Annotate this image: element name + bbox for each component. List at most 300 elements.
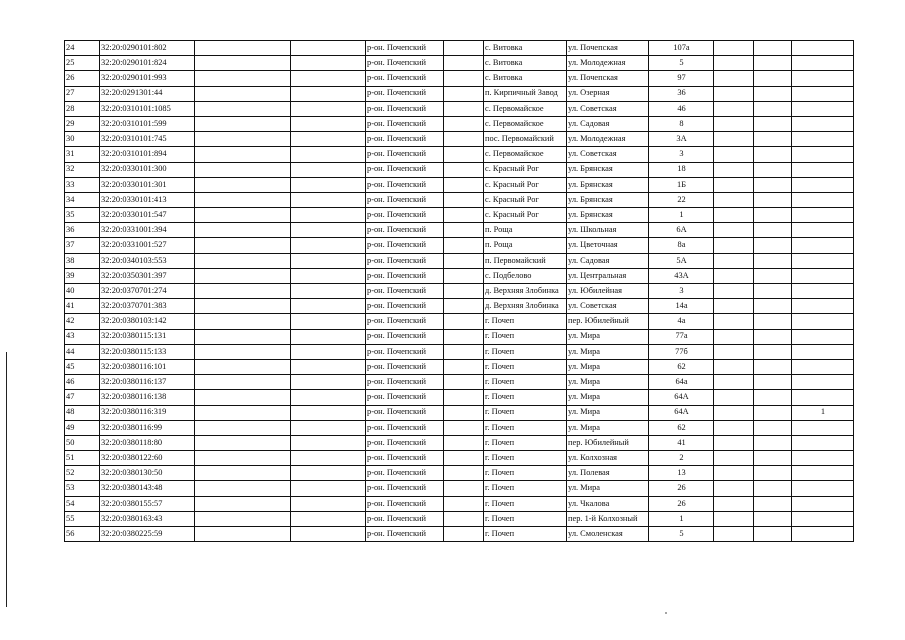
table-row: [65, 116, 854, 131]
house-number-cell: 36: [649, 86, 714, 101]
row-number-cell: 42: [65, 314, 100, 329]
cadastral-number-cell: 32:20:0290101:993: [100, 71, 195, 86]
row-number-cell: 53: [65, 481, 100, 496]
settlement-cell: г. Почеп: [484, 329, 567, 344]
row-number-cell: 40: [65, 284, 100, 299]
house-number-cell: 4а: [649, 314, 714, 329]
row-number-cell: 29: [65, 116, 100, 131]
blank-cell: [714, 223, 754, 238]
blank-cell: [195, 101, 291, 116]
extra-value-cell: 1: [792, 405, 854, 420]
row-number-cell: 46: [65, 375, 100, 390]
cadastral-number-cell: 32:20:0380116:99: [100, 420, 195, 435]
settlement-cell: г. Почеп: [484, 496, 567, 511]
cadastral-number-cell: 32:20:0291301:44: [100, 86, 195, 101]
settlement-cell: г. Почеп: [484, 481, 567, 496]
row-number-cell: 24: [65, 41, 100, 56]
cadastral-number-cell: 32:20:0330101:301: [100, 177, 195, 192]
blank-cell: [714, 253, 754, 268]
blank-cell: [291, 314, 366, 329]
blank-cell: [195, 253, 291, 268]
registry-table-body: [65, 41, 854, 542]
blank-cell: [195, 405, 291, 420]
blank-cell: [444, 299, 484, 314]
blank-cell: [195, 284, 291, 299]
row-number-cell: 30: [65, 132, 100, 147]
row-number-cell: 34: [65, 192, 100, 207]
cadastral-number-cell: 32:20:0330101:547: [100, 208, 195, 223]
blank-cell: [714, 268, 754, 283]
cadastral-number-cell: 32:20:0330101:413: [100, 192, 195, 207]
cadastral-number-cell: 32:20:0290101:824: [100, 56, 195, 71]
blank-cell: [754, 116, 792, 131]
blank-cell: [291, 41, 366, 56]
extra-value-cell: [792, 511, 854, 526]
extra-value-cell: [792, 101, 854, 116]
row-number-cell: 36: [65, 223, 100, 238]
blank-cell: [195, 451, 291, 466]
extra-value-cell: [792, 56, 854, 71]
cadastral-number-cell: 32:20:0290101:802: [100, 41, 195, 56]
house-number-cell: 14а: [649, 299, 714, 314]
blank-cell: [714, 299, 754, 314]
street-cell: ул. Советская: [567, 147, 649, 162]
extra-value-cell: [792, 390, 854, 405]
row-number-cell: 48: [65, 405, 100, 420]
settlement-cell: с. Красный Рог: [484, 192, 567, 207]
blank-cell: [754, 496, 792, 511]
settlement-cell: с. Витовка: [484, 41, 567, 56]
district-cell: р-он. Почепский: [366, 41, 444, 56]
table-row: [65, 451, 854, 466]
blank-cell: [754, 71, 792, 86]
extra-value-cell: [792, 162, 854, 177]
extra-value-cell: [792, 329, 854, 344]
row-number-cell: 50: [65, 435, 100, 450]
house-number-cell: 62: [649, 359, 714, 374]
table-row: [65, 466, 854, 481]
cadastral-number-cell: 32:20:0380116:137: [100, 375, 195, 390]
table-row: [65, 253, 854, 268]
table-row: [65, 299, 854, 314]
blank-cell: [714, 147, 754, 162]
table-row: [65, 481, 854, 496]
extra-value-cell: [792, 420, 854, 435]
district-cell: р-он. Почепский: [366, 375, 444, 390]
blank-cell: [444, 451, 484, 466]
blank-cell: [444, 329, 484, 344]
blank-cell: [754, 481, 792, 496]
district-cell: р-он. Почепский: [366, 420, 444, 435]
street-cell: ул. Мира: [567, 481, 649, 496]
blank-cell: [291, 238, 366, 253]
cadastral-number-cell: 32:20:0380116:319: [100, 405, 195, 420]
house-number-cell: 3: [649, 147, 714, 162]
cadastral-number-cell: 32:20:0380115:131: [100, 329, 195, 344]
street-cell: ул. Центральная: [567, 268, 649, 283]
blank-cell: [444, 41, 484, 56]
cadastral-number-cell: 32:20:0310101:745: [100, 132, 195, 147]
blank-cell: [444, 192, 484, 207]
blank-cell: [195, 466, 291, 481]
district-cell: р-он. Почепский: [366, 329, 444, 344]
row-number-cell: 52: [65, 466, 100, 481]
settlement-cell: г. Почеп: [484, 435, 567, 450]
table-row: [65, 359, 854, 374]
settlement-cell: с. Витовка: [484, 71, 567, 86]
blank-cell: [714, 238, 754, 253]
district-cell: р-он. Почепский: [366, 208, 444, 223]
street-cell: ул. Мира: [567, 344, 649, 359]
row-number-cell: 25: [65, 56, 100, 71]
row-number-cell: 39: [65, 268, 100, 283]
blank-cell: [444, 223, 484, 238]
blank-cell: [444, 116, 484, 131]
blank-cell: [754, 466, 792, 481]
blank-cell: [291, 177, 366, 192]
blank-cell: [444, 147, 484, 162]
row-number-cell: 27: [65, 86, 100, 101]
settlement-cell: г. Почеп: [484, 359, 567, 374]
street-cell: ул. Садовая: [567, 253, 649, 268]
district-cell: р-он. Почепский: [366, 299, 444, 314]
extra-value-cell: [792, 41, 854, 56]
settlement-cell: д. Верхняя Злобинка: [484, 284, 567, 299]
extra-value-cell: [792, 496, 854, 511]
blank-cell: [754, 208, 792, 223]
extra-value-cell: [792, 435, 854, 450]
table-row: [65, 56, 854, 71]
district-cell: р-он. Почепский: [366, 481, 444, 496]
extra-value-cell: [792, 284, 854, 299]
street-cell: ул. Советская: [567, 299, 649, 314]
table-row: [65, 329, 854, 344]
settlement-cell: г. Почеп: [484, 375, 567, 390]
table-row: [65, 208, 854, 223]
cadastral-number-cell: 32:20:0380118:80: [100, 435, 195, 450]
house-number-cell: 64А: [649, 405, 714, 420]
extra-value-cell: [792, 223, 854, 238]
settlement-cell: г. Почеп: [484, 511, 567, 526]
blank-cell: [195, 132, 291, 147]
blank-cell: [714, 451, 754, 466]
extra-value-cell: [792, 375, 854, 390]
blank-cell: [291, 268, 366, 283]
row-number-cell: 32: [65, 162, 100, 177]
blank-cell: [444, 314, 484, 329]
blank-cell: [754, 451, 792, 466]
blank-cell: [195, 86, 291, 101]
house-number-cell: 77б: [649, 344, 714, 359]
cadastral-number-cell: 32:20:0380122:60: [100, 451, 195, 466]
extra-value-cell: [792, 192, 854, 207]
blank-cell: [195, 496, 291, 511]
house-number-cell: 77а: [649, 329, 714, 344]
table-row: [65, 375, 854, 390]
row-number-cell: 47: [65, 390, 100, 405]
blank-cell: [714, 359, 754, 374]
extra-value-cell: [792, 268, 854, 283]
blank-cell: [754, 375, 792, 390]
district-cell: р-он. Почепский: [366, 101, 444, 116]
blank-cell: [754, 527, 792, 542]
house-number-cell: 18: [649, 162, 714, 177]
cadastral-number-cell: 32:20:0331001:527: [100, 238, 195, 253]
blank-cell: [444, 420, 484, 435]
blank-cell: [291, 375, 366, 390]
settlement-cell: г. Почеп: [484, 314, 567, 329]
blank-cell: [291, 192, 366, 207]
blank-cell: [291, 147, 366, 162]
street-cell: ул. Колхозная: [567, 451, 649, 466]
house-number-cell: 62: [649, 420, 714, 435]
extra-value-cell: [792, 299, 854, 314]
district-cell: р-он. Почепский: [366, 390, 444, 405]
house-number-cell: 43А: [649, 268, 714, 283]
cadastral-number-cell: 32:20:0380115:133: [100, 344, 195, 359]
district-cell: р-он. Почепский: [366, 466, 444, 481]
street-cell: ул. Смоленская: [567, 527, 649, 542]
blank-cell: [714, 101, 754, 116]
settlement-cell: с. Красный Рог: [484, 177, 567, 192]
row-number-cell: 55: [65, 511, 100, 526]
extra-value-cell: [792, 238, 854, 253]
street-cell: ул. Молодежная: [567, 132, 649, 147]
blank-cell: [444, 359, 484, 374]
blank-cell: [444, 344, 484, 359]
district-cell: р-он. Почепский: [366, 435, 444, 450]
blank-cell: [444, 56, 484, 71]
street-cell: ул. Брянская: [567, 177, 649, 192]
blank-cell: [291, 86, 366, 101]
house-number-cell: 97: [649, 71, 714, 86]
district-cell: р-он. Почепский: [366, 192, 444, 207]
blank-cell: [291, 162, 366, 177]
blank-cell: [714, 192, 754, 207]
row-number-cell: 35: [65, 208, 100, 223]
district-cell: р-он. Почепский: [366, 405, 444, 420]
row-number-cell: 56: [65, 527, 100, 542]
blank-cell: [714, 116, 754, 131]
blank-cell: [195, 208, 291, 223]
blank-cell: [754, 390, 792, 405]
blank-cell: [195, 192, 291, 207]
blank-cell: [444, 496, 484, 511]
extra-value-cell: [792, 71, 854, 86]
cadastral-number-cell: 32:20:0331001:394: [100, 223, 195, 238]
blank-cell: [291, 208, 366, 223]
blank-cell: [291, 420, 366, 435]
street-cell: пер. 1-й Колхозный: [567, 511, 649, 526]
blank-cell: [291, 299, 366, 314]
blank-cell: [291, 56, 366, 71]
table-row: [65, 420, 854, 435]
blank-cell: [195, 177, 291, 192]
cadastral-number-cell: 32:20:0380225:59: [100, 527, 195, 542]
blank-cell: [195, 435, 291, 450]
blank-cell: [444, 238, 484, 253]
street-cell: ул. Полевая: [567, 466, 649, 481]
extra-value-cell: [792, 451, 854, 466]
blank-cell: [714, 86, 754, 101]
table-row: [65, 390, 854, 405]
district-cell: р-он. Почепский: [366, 511, 444, 526]
street-cell: ул. Мира: [567, 420, 649, 435]
blank-cell: [444, 86, 484, 101]
row-number-cell: 49: [65, 420, 100, 435]
row-number-cell: 45: [65, 359, 100, 374]
settlement-cell: п. Первомайский: [484, 253, 567, 268]
street-cell: ул. Цветочная: [567, 238, 649, 253]
blank-cell: [195, 420, 291, 435]
table-row: [65, 101, 854, 116]
house-number-cell: 3А: [649, 132, 714, 147]
table-row: [65, 405, 854, 420]
blank-cell: [195, 359, 291, 374]
settlement-cell: г. Почеп: [484, 527, 567, 542]
blank-cell: [754, 511, 792, 526]
row-number-cell: 31: [65, 147, 100, 162]
extra-value-cell: [792, 132, 854, 147]
blank-cell: [195, 344, 291, 359]
blank-cell: [714, 314, 754, 329]
blank-cell: [291, 116, 366, 131]
street-cell: ул. Мира: [567, 359, 649, 374]
blank-cell: [754, 405, 792, 420]
blank-cell: [714, 162, 754, 177]
settlement-cell: г. Почеп: [484, 420, 567, 435]
row-number-cell: 28: [65, 101, 100, 116]
blank-cell: [444, 435, 484, 450]
blank-cell: [714, 56, 754, 71]
blank-cell: [754, 56, 792, 71]
house-number-cell: 6А: [649, 223, 714, 238]
blank-cell: [444, 177, 484, 192]
cadastral-number-cell: 32:20:0380163:43: [100, 511, 195, 526]
blank-cell: [291, 390, 366, 405]
blank-cell: [291, 511, 366, 526]
blank-cell: [195, 527, 291, 542]
row-number-cell: 44: [65, 344, 100, 359]
table-row: [65, 344, 854, 359]
cadastral-number-cell: 32:20:0330101:300: [100, 162, 195, 177]
blank-cell: [714, 41, 754, 56]
blank-cell: [195, 314, 291, 329]
blank-cell: [444, 268, 484, 283]
blank-cell: [195, 162, 291, 177]
blank-cell: [754, 147, 792, 162]
settlement-cell: с. Красный Рог: [484, 162, 567, 177]
extra-value-cell: [792, 314, 854, 329]
blank-cell: [444, 101, 484, 116]
district-cell: р-он. Почепский: [366, 86, 444, 101]
street-cell: ул. Садовая: [567, 116, 649, 131]
blank-cell: [754, 329, 792, 344]
table-row: [65, 71, 854, 86]
blank-cell: [714, 405, 754, 420]
blank-cell: [754, 435, 792, 450]
blank-cell: [714, 511, 754, 526]
table-row: [65, 41, 854, 56]
house-number-cell: 13: [649, 466, 714, 481]
street-cell: ул. Брянская: [567, 192, 649, 207]
blank-cell: [291, 527, 366, 542]
table-row: [65, 162, 854, 177]
district-cell: р-он. Почепский: [366, 268, 444, 283]
blank-cell: [291, 329, 366, 344]
blank-cell: [291, 451, 366, 466]
extra-value-cell: [792, 208, 854, 223]
street-cell: ул. Брянская: [567, 162, 649, 177]
house-number-cell: 3: [649, 284, 714, 299]
table-row: [65, 192, 854, 207]
settlement-cell: с. Подбелово: [484, 268, 567, 283]
row-number-cell: 51: [65, 451, 100, 466]
house-number-cell: 64А: [649, 390, 714, 405]
blank-cell: [754, 132, 792, 147]
blank-cell: [754, 284, 792, 299]
blank-cell: [195, 116, 291, 131]
blank-cell: [291, 223, 366, 238]
blank-cell: [291, 359, 366, 374]
settlement-cell: г. Почеп: [484, 451, 567, 466]
blank-cell: [714, 284, 754, 299]
house-number-cell: 8а: [649, 238, 714, 253]
blank-cell: [195, 481, 291, 496]
settlement-cell: с. Витовка: [484, 56, 567, 71]
street-cell: ул. Мира: [567, 405, 649, 420]
table-row: [65, 177, 854, 192]
district-cell: р-он. Почепский: [366, 314, 444, 329]
blank-cell: [754, 268, 792, 283]
cadastral-number-cell: 32:20:0380116:138: [100, 390, 195, 405]
blank-cell: [195, 268, 291, 283]
extra-value-cell: [792, 481, 854, 496]
street-cell: ул. Озерная: [567, 86, 649, 101]
street-cell: ул. Чкалова: [567, 496, 649, 511]
house-number-cell: 64а: [649, 375, 714, 390]
blank-cell: [754, 238, 792, 253]
blank-cell: [754, 299, 792, 314]
house-number-cell: 41: [649, 435, 714, 450]
district-cell: р-он. Почепский: [366, 223, 444, 238]
district-cell: р-он. Почепский: [366, 344, 444, 359]
row-number-cell: 26: [65, 71, 100, 86]
blank-cell: [195, 511, 291, 526]
row-number-cell: 33: [65, 177, 100, 192]
settlement-cell: с. Красный Рог: [484, 208, 567, 223]
street-cell: ул. Мира: [567, 390, 649, 405]
house-number-cell: 22: [649, 192, 714, 207]
blank-cell: [754, 86, 792, 101]
blank-cell: [444, 481, 484, 496]
district-cell: р-он. Почепский: [366, 496, 444, 511]
blank-cell: [714, 496, 754, 511]
row-number-cell: 43: [65, 329, 100, 344]
blank-cell: [444, 527, 484, 542]
cadastral-number-cell: 32:20:0380130:50: [100, 466, 195, 481]
blank-cell: [754, 359, 792, 374]
blank-cell: [291, 284, 366, 299]
district-cell: р-он. Почепский: [366, 359, 444, 374]
blank-cell: [444, 284, 484, 299]
settlement-cell: п. Роща: [484, 223, 567, 238]
blank-cell: [444, 390, 484, 405]
settlement-cell: с. Первомайское: [484, 147, 567, 162]
cadastral-number-cell: 32:20:0380155:57: [100, 496, 195, 511]
blank-cell: [754, 344, 792, 359]
cadastral-number-cell: 32:20:0370701:383: [100, 299, 195, 314]
